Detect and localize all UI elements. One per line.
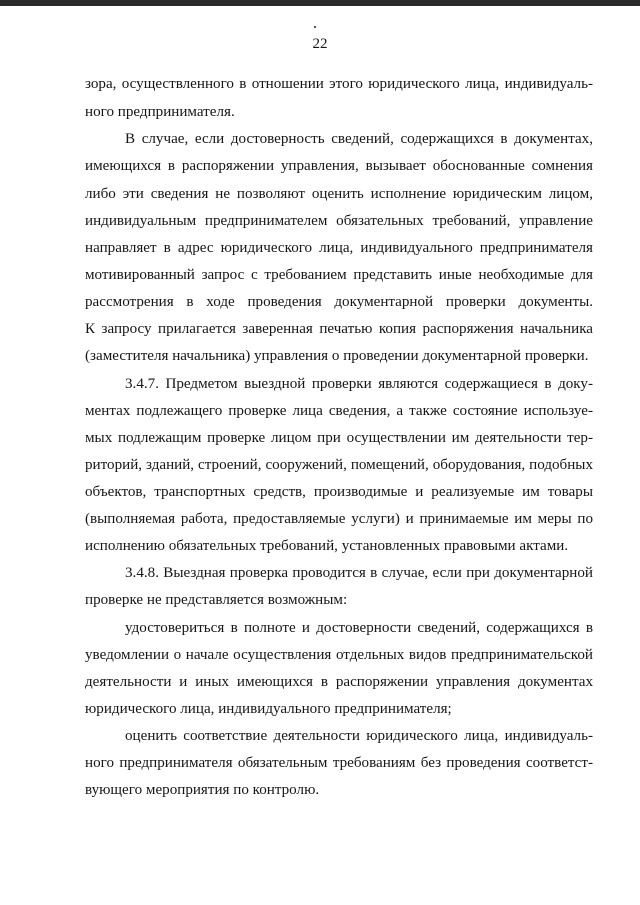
text-line: мотивированный запрос с требованием представить иные необходимые для (85, 267, 593, 283)
text-line: зора, осуществленного в отношении этого юридического лица, индивидуаль- (85, 76, 593, 92)
paragraph-first-line: 3.4.7. Предметом выездной проверки являются содержащиеся в доку- (125, 376, 593, 392)
text-line: ного предпринимателя. (85, 104, 235, 120)
text-line: рассмотрения в ходе проведения документарной проверки документы. (85, 294, 593, 310)
paragraph-first-line: 3.4.8. Выездная проверка проводится в случае, если при документарной (125, 565, 593, 581)
scan-top-edge (0, 0, 640, 6)
text-line: уведомлении о начале осуществления отдельных видов предпринимательской (85, 647, 593, 663)
text-line: ментах подлежащего проверке лица сведения, а также состояние используе- (85, 403, 593, 419)
text-line: объектов, транспортных средств, производимые и реализуемые им товары (85, 484, 593, 500)
text-line: проверке не представляется возможным: (85, 592, 348, 608)
paragraph-first-line: В случае, если достоверность сведений, содержащихся в документах, (125, 131, 593, 147)
text-line: мых подлежащим проверке лицом при осуществлении им деятельности тер- (85, 430, 593, 446)
text-line: (заместителя начальника) управления о проведении документарной проверки. (85, 348, 589, 364)
text-line: К запросу прилагается заверенная печатью копия распоряжения начальника (85, 321, 593, 337)
text-line: направляет в адрес юридического лица, индивидуального предпринимателя (85, 240, 593, 256)
text-line: юридического лица, индивидуального предпринимателя; (85, 701, 452, 717)
text-line: ного предпринимателя обязательным требованиям без проведения соответст- (85, 755, 593, 771)
page-number: 22 (312, 36, 328, 52)
text-line: индивидуальным предпринимателем обязательных требований, управление (85, 213, 593, 229)
paragraph-first-line: удостовериться в полноте и достоверности сведений, содержащихся в (125, 620, 593, 636)
text-line: исполнению обязательных требований, установленных правовыми актами. (85, 538, 569, 554)
text-line: имеющихся в распоряжении управления, вызывает обоснованные сомнения (85, 158, 593, 174)
paragraph-first-line: оценить соответствие деятельности юридического лица, индивидуаль- (125, 728, 593, 744)
text-line: (выполняемая работа, предоставляемые услуги) и принимаемые им меры по (85, 511, 593, 527)
text-line: риторий, зданий, строений, сооружений, помещений, оборудования, подобных (85, 457, 593, 473)
text-line: вующего мероприятия по контролю. (85, 782, 320, 798)
text-line: деятельности и иных имеющихся в распоряжении управления документах (85, 674, 593, 690)
text-line: либо эти сведения не позволяют оценить исполнение юридическим лицом, (85, 186, 593, 202)
scan-speck (314, 26, 316, 28)
